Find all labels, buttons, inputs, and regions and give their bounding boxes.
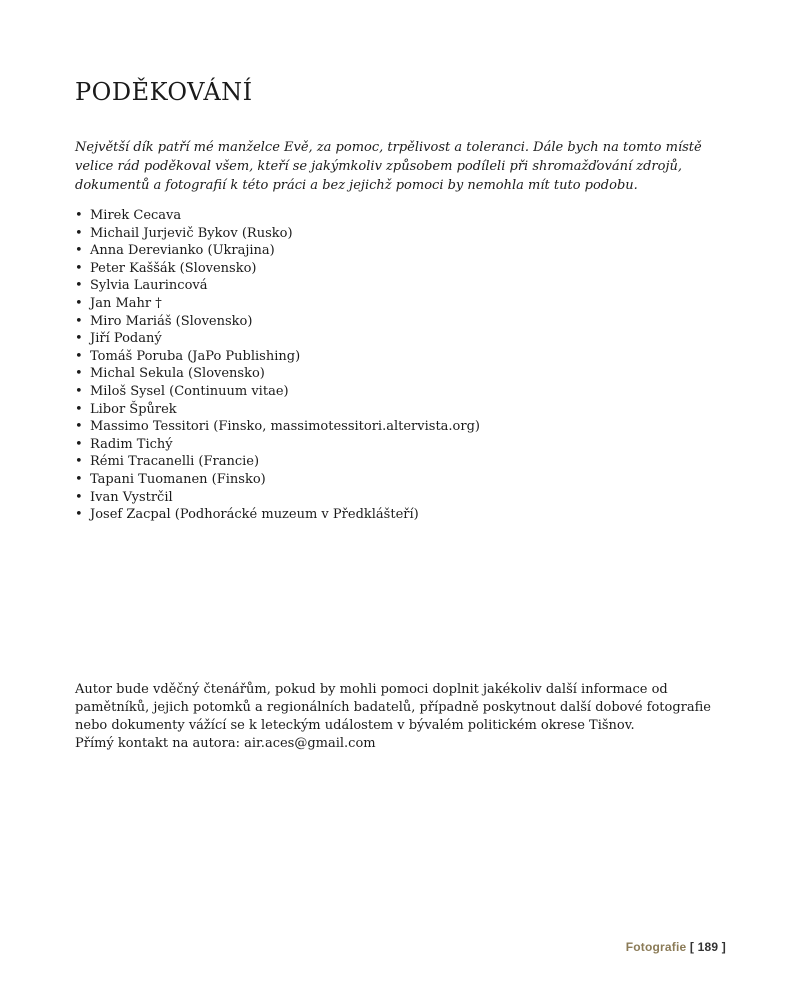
list-item-label: Tapani Tuomanen (Finsko) — [90, 471, 266, 487]
list-item-label: Peter Kaššák (Slovensko) — [90, 260, 257, 276]
bullet-icon: • — [75, 295, 83, 311]
list-item-label: Mirek Cecava — [90, 208, 182, 223]
list-item-label: Jan Mahr † — [90, 295, 162, 311]
list-item — [75, 348, 480, 366]
footer-page-number: [ 189 ] — [689, 940, 726, 954]
bullet-icon: • — [75, 208, 83, 223]
bullet-icon: • — [75, 366, 83, 382]
bullet-icon: • — [75, 471, 83, 487]
page-footer — [626, 940, 726, 954]
list-item-label: Ivan Vystrčil — [90, 489, 173, 505]
bullet-icon: • — [75, 331, 83, 347]
list-item-label: Miro Mariáš (Slovensko) — [90, 313, 253, 329]
list-item — [75, 225, 480, 243]
bullet-icon: • — [75, 225, 83, 241]
contact-line: Přímý kontakt na autora: air.aces@gmail.com — [75, 736, 376, 751]
list-item — [75, 207, 480, 225]
list-item-label: Jiří Podaný — [90, 331, 162, 347]
list-item-label: Libor Špůrek — [90, 401, 177, 417]
list-item — [75, 401, 480, 419]
list-item-label: Massimo Tessitori (Finsko, massimotessitori.altervista.org) — [90, 419, 480, 435]
list-item — [75, 506, 480, 524]
bullet-icon: • — [75, 348, 83, 364]
list-item — [75, 453, 480, 471]
list-item — [75, 330, 480, 348]
closing-note — [75, 681, 735, 753]
list-item-label: Josef Zacpal (Podhorácké muzeum v Předklášteří) — [90, 507, 419, 523]
bullet-icon: • — [75, 383, 83, 399]
list-item-label: Tomáš Poruba (JaPo Publishing) — [90, 348, 301, 364]
list-item — [75, 260, 480, 278]
list-item — [75, 383, 480, 401]
footer-section-label: Fotografie — [625, 940, 687, 954]
list-item-label: Miloš Sysel (Continuum vitae) — [90, 383, 289, 399]
list-item — [75, 471, 480, 489]
list-item-label: Sylvia Laurincová — [90, 278, 208, 294]
list-item-label: Michail Jurjevič Bykov (Rusko) — [90, 225, 293, 241]
closing-paragraph: Autor bude vděčný čtenářům, pokud by mohli pomoci doplnit jakékoliv další informace od pamětníků, jejich potomků a regionálních badatelů, případně poskytnout další dobové fotografie nebo dokumenty vážící se k leteckým událostem v bývalém politickém okrese Tišnov. — [75, 682, 711, 733]
list-item — [75, 277, 480, 295]
list-item-label: Michal Sekula (Slovensko) — [90, 366, 265, 382]
bullet-icon: • — [75, 401, 83, 417]
bullet-icon: • — [75, 436, 83, 452]
list-item — [75, 365, 480, 383]
bullet-icon: • — [75, 260, 83, 276]
list-item — [75, 418, 480, 436]
list-item — [75, 295, 480, 313]
intro-paragraph: Největší dík patří mé manželce Evě, za pomoc, trpělivost a toleranci. Dále bych na tomto místě velice rád poděkoval všem, kteří se jakýmkoliv způsobem podíleli při shromažďování zdrojů, dokumentů a fotografií k této práci a bez jejichž pomoci by nemohla mít tuto podobu. — [75, 140, 702, 193]
bullet-icon: • — [75, 507, 83, 523]
list-item — [75, 436, 480, 454]
list-item — [75, 313, 480, 331]
bullet-icon: • — [75, 313, 83, 329]
list-item-label: Rémi Tracanelli (Francie) — [90, 454, 260, 470]
bullet-icon: • — [75, 243, 83, 259]
list-item — [75, 489, 480, 507]
bullet-icon: • — [75, 489, 83, 505]
bullet-icon: • — [75, 278, 83, 294]
list-item-label: Anna Derevianko (Ukrajina) — [90, 243, 275, 259]
list-item — [75, 242, 480, 260]
bullet-icon: • — [75, 454, 83, 470]
bullet-icon: • — [75, 419, 83, 435]
page-title: PODĚKOVÁNÍ — [75, 78, 253, 106]
list-item-label: Radim Tichý — [90, 436, 173, 452]
acknowledgement-list — [75, 207, 480, 524]
